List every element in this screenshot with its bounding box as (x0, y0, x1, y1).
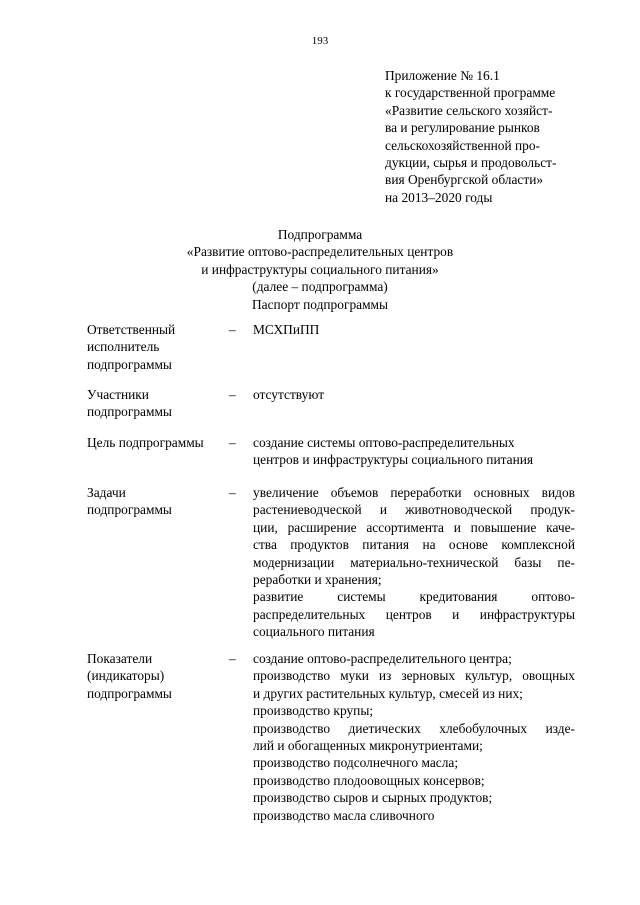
row-label (87, 386, 227, 421)
content-line: ства продуктов питания на основе комплексной (253, 537, 575, 553)
heading-line: и инфраструктуры социального питания» (201, 261, 439, 277)
appendix-line: ва и регулирование рынков (385, 120, 540, 136)
row-label (87, 434, 227, 451)
content-line: увеличение объемов переработки основных видов (253, 485, 575, 500)
label-line: Задачи (87, 485, 126, 500)
content-line: производство диетических хлебобулочных изде- (253, 720, 575, 736)
content-line: производство крупы; (253, 703, 374, 719)
label-line: подпрограммы (87, 404, 172, 420)
label-line: (индикаторы) (87, 668, 165, 684)
row-label (87, 321, 227, 373)
heading-line: Паспорт подпрограммы (251, 296, 389, 312)
row-label (87, 650, 227, 702)
appendix-line: дукции, сырья и продовольст- (385, 155, 557, 171)
row-dash: – (229, 387, 236, 402)
content-line: модернизации материально-технической базы пе- (253, 554, 575, 570)
row-label (87, 484, 227, 519)
content-line: МСХПиПП (253, 322, 320, 337)
appendix-line: к государственной программе (385, 85, 556, 101)
row-dash: – (229, 322, 236, 337)
row-dash: – (229, 651, 236, 666)
row-content (253, 484, 575, 641)
appendix-line: на 2013–2020 годы (385, 189, 493, 205)
label-line: подпрограммы (87, 356, 172, 372)
heading-line: «Развитие оптово-распределительных центров (186, 244, 454, 260)
label-line: подпрограммы (87, 502, 172, 518)
heading-line: Подпрограмма (277, 227, 363, 242)
row-content (253, 650, 575, 824)
label-line: Участники (87, 387, 149, 402)
row-content (253, 321, 575, 338)
content-line: социального питания (253, 624, 375, 640)
label-line: Цель подпрограммы (87, 435, 204, 450)
appendix-line: сельскохозяйственной про- (385, 137, 541, 153)
appendix-line: «Развитие сельского хозяйст- (385, 102, 553, 118)
row-dash: – (229, 485, 236, 500)
appendix-line: Приложение № 16.1 (385, 68, 500, 83)
content-line: создание системы оптово-распределительных (253, 435, 515, 450)
content-line: и других растительных культур, смесей из них; (253, 685, 523, 701)
page-number: 193 (311, 35, 329, 47)
content-line: распределительных центров и инфраструктуры (253, 606, 575, 622)
label-line: подпрограммы (87, 685, 172, 701)
content-line: производство сыров и сырных продуктов; (253, 790, 493, 806)
content-line: отсутствуют (253, 387, 325, 402)
content-line: лий и обогащенных микронутриентами; (253, 738, 483, 754)
label-line: Ответственный (87, 322, 176, 337)
content-line: ции, расширение ассортимента и повышение каче- (253, 519, 575, 535)
label-line: Показатели (87, 651, 153, 666)
label-line: исполнитель (87, 339, 160, 355)
row-content (253, 434, 575, 469)
content-line: центров и инфраструктуры социального питания (253, 452, 534, 468)
content-line: развитие системы кредитования оптово- (253, 589, 575, 605)
content-line: производство муки из зерновых культур, овощных (253, 668, 575, 684)
content-line: производство масла сливочного (253, 807, 435, 823)
document-heading (0, 226, 640, 313)
content-line: производство подсолнечного масла; (253, 755, 459, 771)
content-line: растениеводческой и животноводческой продук- (253, 502, 575, 518)
content-line: создание оптово-распределительного центра; (253, 651, 512, 666)
row-dash: – (229, 435, 236, 450)
content-line: производство плодоовощных консервов; (253, 772, 485, 788)
appendix-line: вия Оренбургской области» (385, 172, 544, 188)
content-line: реработки и хранения; (253, 572, 382, 588)
heading-line: (далее – подпрограмма) (252, 279, 388, 295)
row-content (253, 386, 575, 403)
appendix-note (385, 67, 620, 206)
